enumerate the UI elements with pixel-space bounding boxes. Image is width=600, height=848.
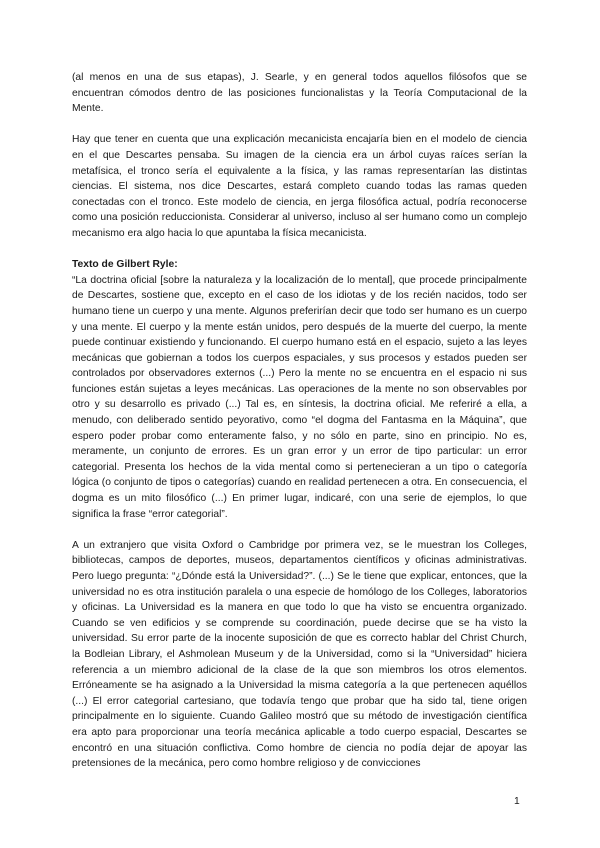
document-page	[72, 70, 527, 787]
section-heading: Texto de Gilbert Ryle:	[72, 259, 178, 271]
closing-paragraph: A un extranjero que visita Oxford o Cambridge por primera vez, se le muestran los Colleges, bibliotecas, campos de deportes, museos, departamentos científicos y oficinas administrativas. Pero luego pregunta: “¿Dónde está la Universidad?”. (...) Se le tiene que explicar, entonces, que la universidad no es otra institución paralela o una especie de homólogo de los Colleges, laboratorios y oficinas. La Universidad es la manera en que todo lo que ha visto se encuentra organizado. Cuando se ven edificios y se comprende su coordinación, puede decirse que se ha visto la universidad. Su error parte de la inocente suposición de que es correcto hablar del Christ Church, la Bodleian Library, el Ashmolean Museum y de la Universidad, como si la “Universidad” hiciera referencia a un miembro adicional de la clase de la que son miembros los otros elementos. Erróneamente se ha asignado a la Universidad la misma categoría a la que pertenecen aquéllos (...) El error categorial cartesiano, que todavía tengo que probar que ha sido tal, tiene origen principalmente en lo siguiente. Cuando Galileo mostró que su método de investigación científica era apto para proporcionar una teoría mecánica aplicable a todo cuerpo espacial, Descartes se encontró en una situación conflictiva. Como hombre de ciencia no podía dejar de apoyar las pretensiones de la mecánica, pero como hombre religioso y de convicciones	[72, 539, 527, 770]
paragraph-searle: (al menos en una de sus etapas), J. Searle, y en general todos aquellos filósofos que se encuentran cómodos dentro de las posiciones funcionalistas y la Teoría Computacional de la Mente.	[72, 72, 527, 115]
quote-paragraph: “La doctrina oficial [sobre la naturaleza y la localización de lo mental], que procede principalmente de Descartes, sostiene que, excepto en el caso de los idiotas y de los recién nacidos, todo ser humano tiene un cuerpo y una mente. Algunos preferirían decir que todo ser humano es un cuerpo y una mente. El cuerpo y la mente están unidos, pero después de la muerte del cuerpo, la mente puede continuar existiendo y funcionando. El cuerpo humano está en el espacio, sujeto a las leyes mecánicas que gobiernan a todos los cuerpos espaciales, y sus procesos y estados pueden ser controlados por observadores externos (...) Pero la mente no se encuentra en el espacio ni sus funciones están sujetas a leyes mecánicas. Las operaciones de la mente no son observables por otro y su desarrollo es privado (...) Tal es, en síntesis, la doctrina oficial. Me referiré a ella, a menudo, con deliberado sentido peyorativo, como “el dogma del Fantasma en la Máquina”, que espero poder probar como enteramente falso, y no sólo en parte, sino en principio. No es, meramente, un conjunto de errores. Es un gran error y un error de tipo particular: un error categorial. Presenta los hechos de la vida mental como si pertenecieran a un tipo o categoría lógica (o conjunto de tipos o categorías) cuando en realidad pertenecen a otra. En consecuencia, el dogma es un mito filosófico (...) En primer lugar, indicaré, con una serie de ejemplos, lo que significa la frase “error categorial”.	[72, 274, 527, 520]
page-number: 1	[514, 796, 520, 807]
paragraph-descartes-tree: Hay que tener en cuenta que una explicación mecanicista encajaría bien en el modelo de ciencia en el que Descartes pensaba. Su imagen de la ciencia era un árbol cuyas raíces serían la metafísica, el tronco sería el equivalente a la física, y las ramas representarían las distintas ciencias. El sistema, nos dice Descartes, estará completo cuando todas las ramas queden conectadas con el tronco. Este modelo de ciencia, en jerga filosófica actual, podría reconocerse como una posición reduccionista. Considerar al universo, incluso al ser humano como un complejo mecanismo era algo hacia lo que apuntaba la física mecanicista.	[72, 134, 527, 239]
